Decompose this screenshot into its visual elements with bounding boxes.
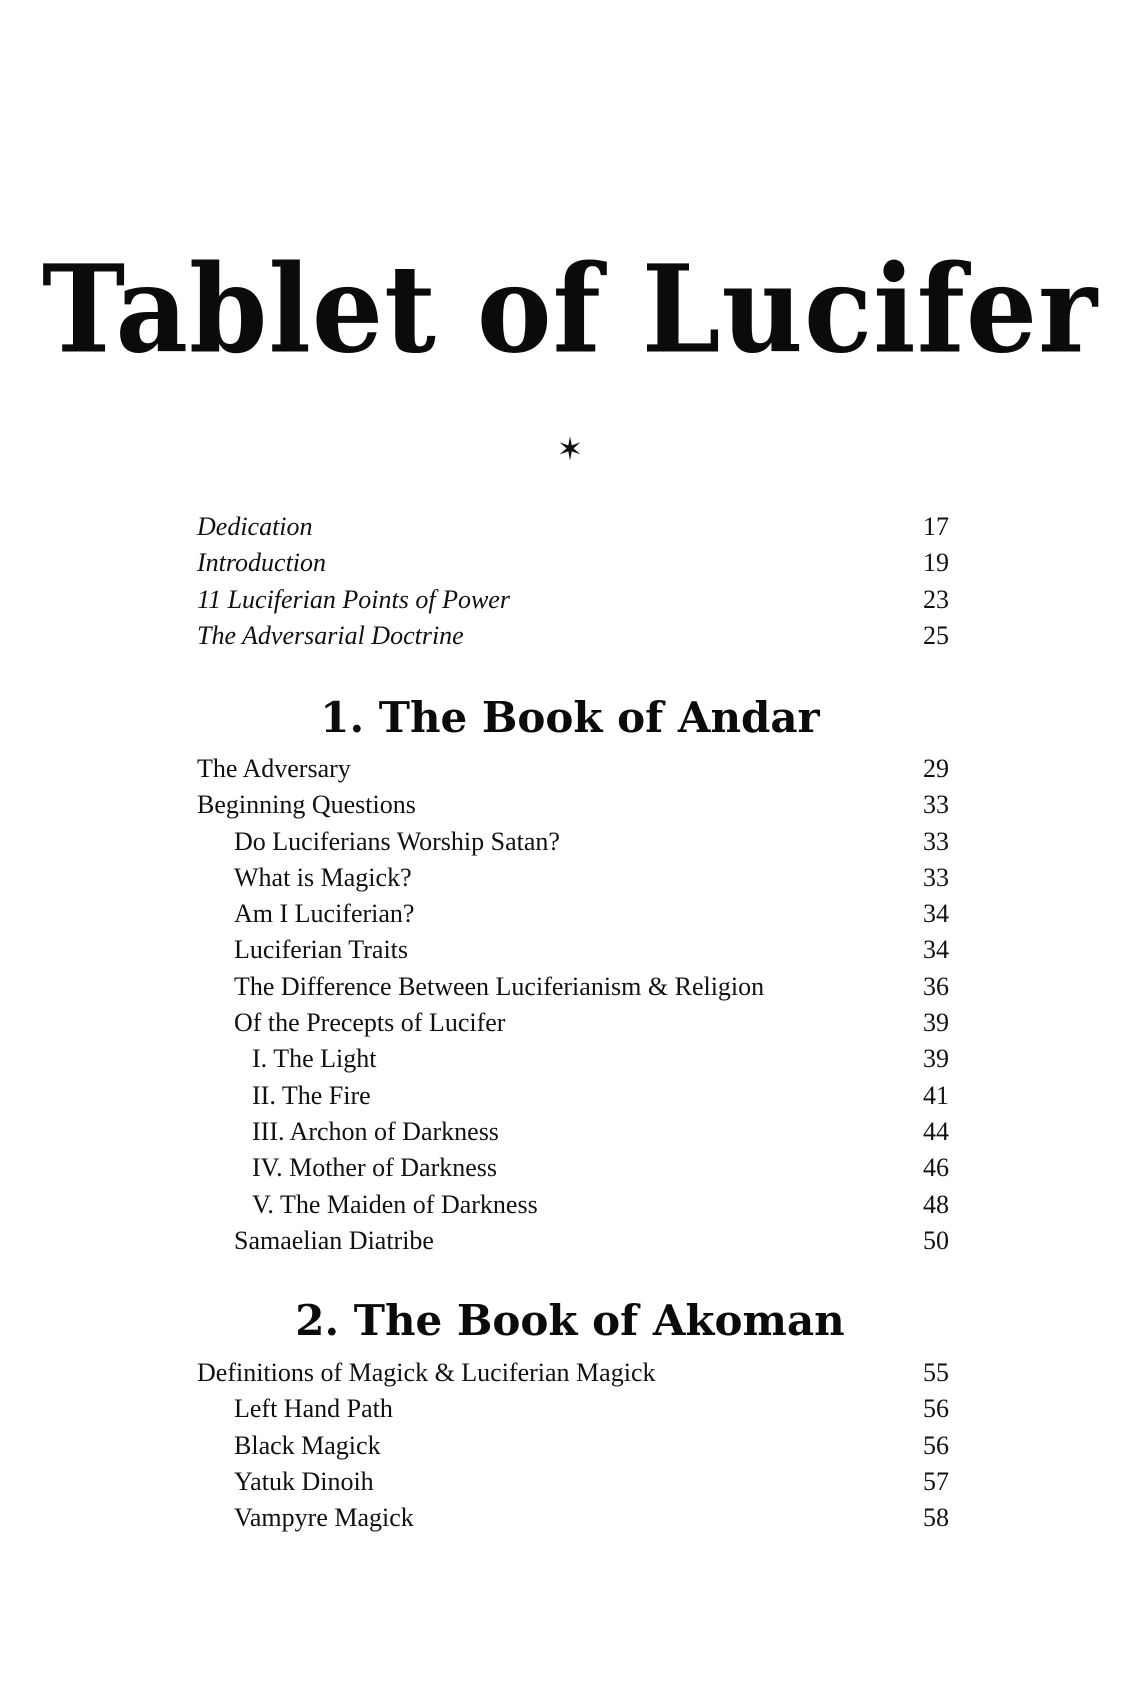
toc-entry-page: 39 [923,1008,949,1038]
section-1-list [197,751,949,1259]
toc-entry-title: The Difference Between Luciferianism & Religion [234,971,765,1001]
toc-entry[interactable] [197,545,949,581]
toc-entry[interactable] [197,969,949,1005]
toc-entry-title: The Adversarial Doctrine [197,620,464,650]
toc-entry-title: I. The Light [252,1044,377,1074]
toc-entry-title: Of the Precepts of Lucifer [234,1008,506,1038]
toc-entry[interactable] [197,1223,949,1259]
toc-entry-page: 33 [923,826,949,856]
toc-entry[interactable] [197,932,949,968]
toc-entry[interactable] [197,1150,949,1186]
toc-entry-title: Left Hand Path [234,1394,393,1424]
toc-entry-page: 23 [923,584,949,614]
toc-entry-page: 57 [923,1466,949,1496]
toc-entry-page: 50 [923,1225,949,1255]
toc-entry[interactable] [197,1500,949,1536]
toc-entry-title: What is Magick? [234,862,412,892]
page-title: Tablet of Lucifer [41,239,1099,381]
toc-entry-page: 34 [923,935,949,965]
toc-entry-title: Luciferian Traits [234,935,409,965]
toc-entry[interactable] [197,787,949,823]
toc-entry-title: Am I Luciferian? [234,899,415,929]
toc-entry-page: 55 [923,1358,949,1387]
toc-entry-title: Do Luciferians Worship Satan? [234,826,560,856]
toc-entry[interactable] [197,1428,949,1464]
toc-entry-title: The Adversary [197,754,351,783]
toc-entry-page: 56 [923,1430,949,1460]
toc-entry[interactable] [197,824,949,860]
toc-entry-title: Definitions of Magick & Luciferian Magick [197,1358,656,1387]
toc-entry[interactable] [197,1391,949,1427]
star-ornament-icon: ✶ [556,430,584,468]
toc-entry[interactable] [197,1114,949,1150]
toc-entry-page: 25 [923,620,949,650]
toc-entry[interactable] [197,618,949,654]
toc-entry[interactable] [197,1041,949,1077]
toc-entry-title: Yatuk Dinoih [234,1466,374,1496]
toc-entry[interactable] [197,751,949,787]
toc-entry-page: 29 [923,754,949,783]
toc-entry[interactable] [197,896,949,932]
toc-entry-page: 48 [923,1189,949,1219]
toc-entry-title: IV. Mother of Darkness [252,1153,498,1183]
toc-entry-page: 41 [923,1080,949,1110]
toc-entry-page: 17 [923,512,949,541]
toc-entry[interactable] [197,1187,949,1223]
toc-entry-page: 33 [923,790,949,820]
toc-entry-title: Introduction [197,548,327,578]
toc-entry-title: Black Magick [234,1430,381,1460]
toc-entry-page: 58 [923,1503,949,1533]
toc-entry[interactable] [197,1355,949,1391]
toc-entry-page: 36 [923,971,949,1001]
toc-entry-title: Samaelian Diatribe [234,1225,434,1255]
toc-entry-title: II. The Fire [252,1080,371,1110]
front-matter-list [197,509,949,654]
toc-entry[interactable] [197,1005,949,1041]
section-heading-book-of-andar: 1. The Book of Andar [320,693,820,742]
toc-entry[interactable] [197,509,949,545]
toc-entry-page: 33 [923,862,949,892]
toc-entry-page: 56 [923,1394,949,1424]
toc-entry[interactable] [197,1464,949,1500]
toc-entry-page: 44 [923,1116,949,1146]
section-2-list [197,1355,949,1536]
toc-entry-title: 11 Luciferian Points of Power [197,584,510,614]
toc-entry-page: 34 [923,899,949,929]
toc-entry[interactable] [197,860,949,896]
toc-entry-title: Beginning Questions [197,790,416,820]
toc-entry-title: Dedication [197,512,313,541]
toc-entry[interactable] [197,1078,949,1114]
toc-entry-title: III. Archon of Darkness [252,1116,499,1146]
section-heading-book-of-akoman: 2. The Book of Akoman [295,1296,845,1345]
toc-entry-page: 19 [923,548,949,578]
toc-entry[interactable] [197,582,949,618]
toc-entry-page: 46 [923,1153,949,1183]
toc-entry-page: 39 [923,1044,949,1074]
toc-entry-title: Vampyre Magick [234,1503,414,1533]
toc-entry-title: V. The Maiden of Darkness [252,1189,538,1219]
